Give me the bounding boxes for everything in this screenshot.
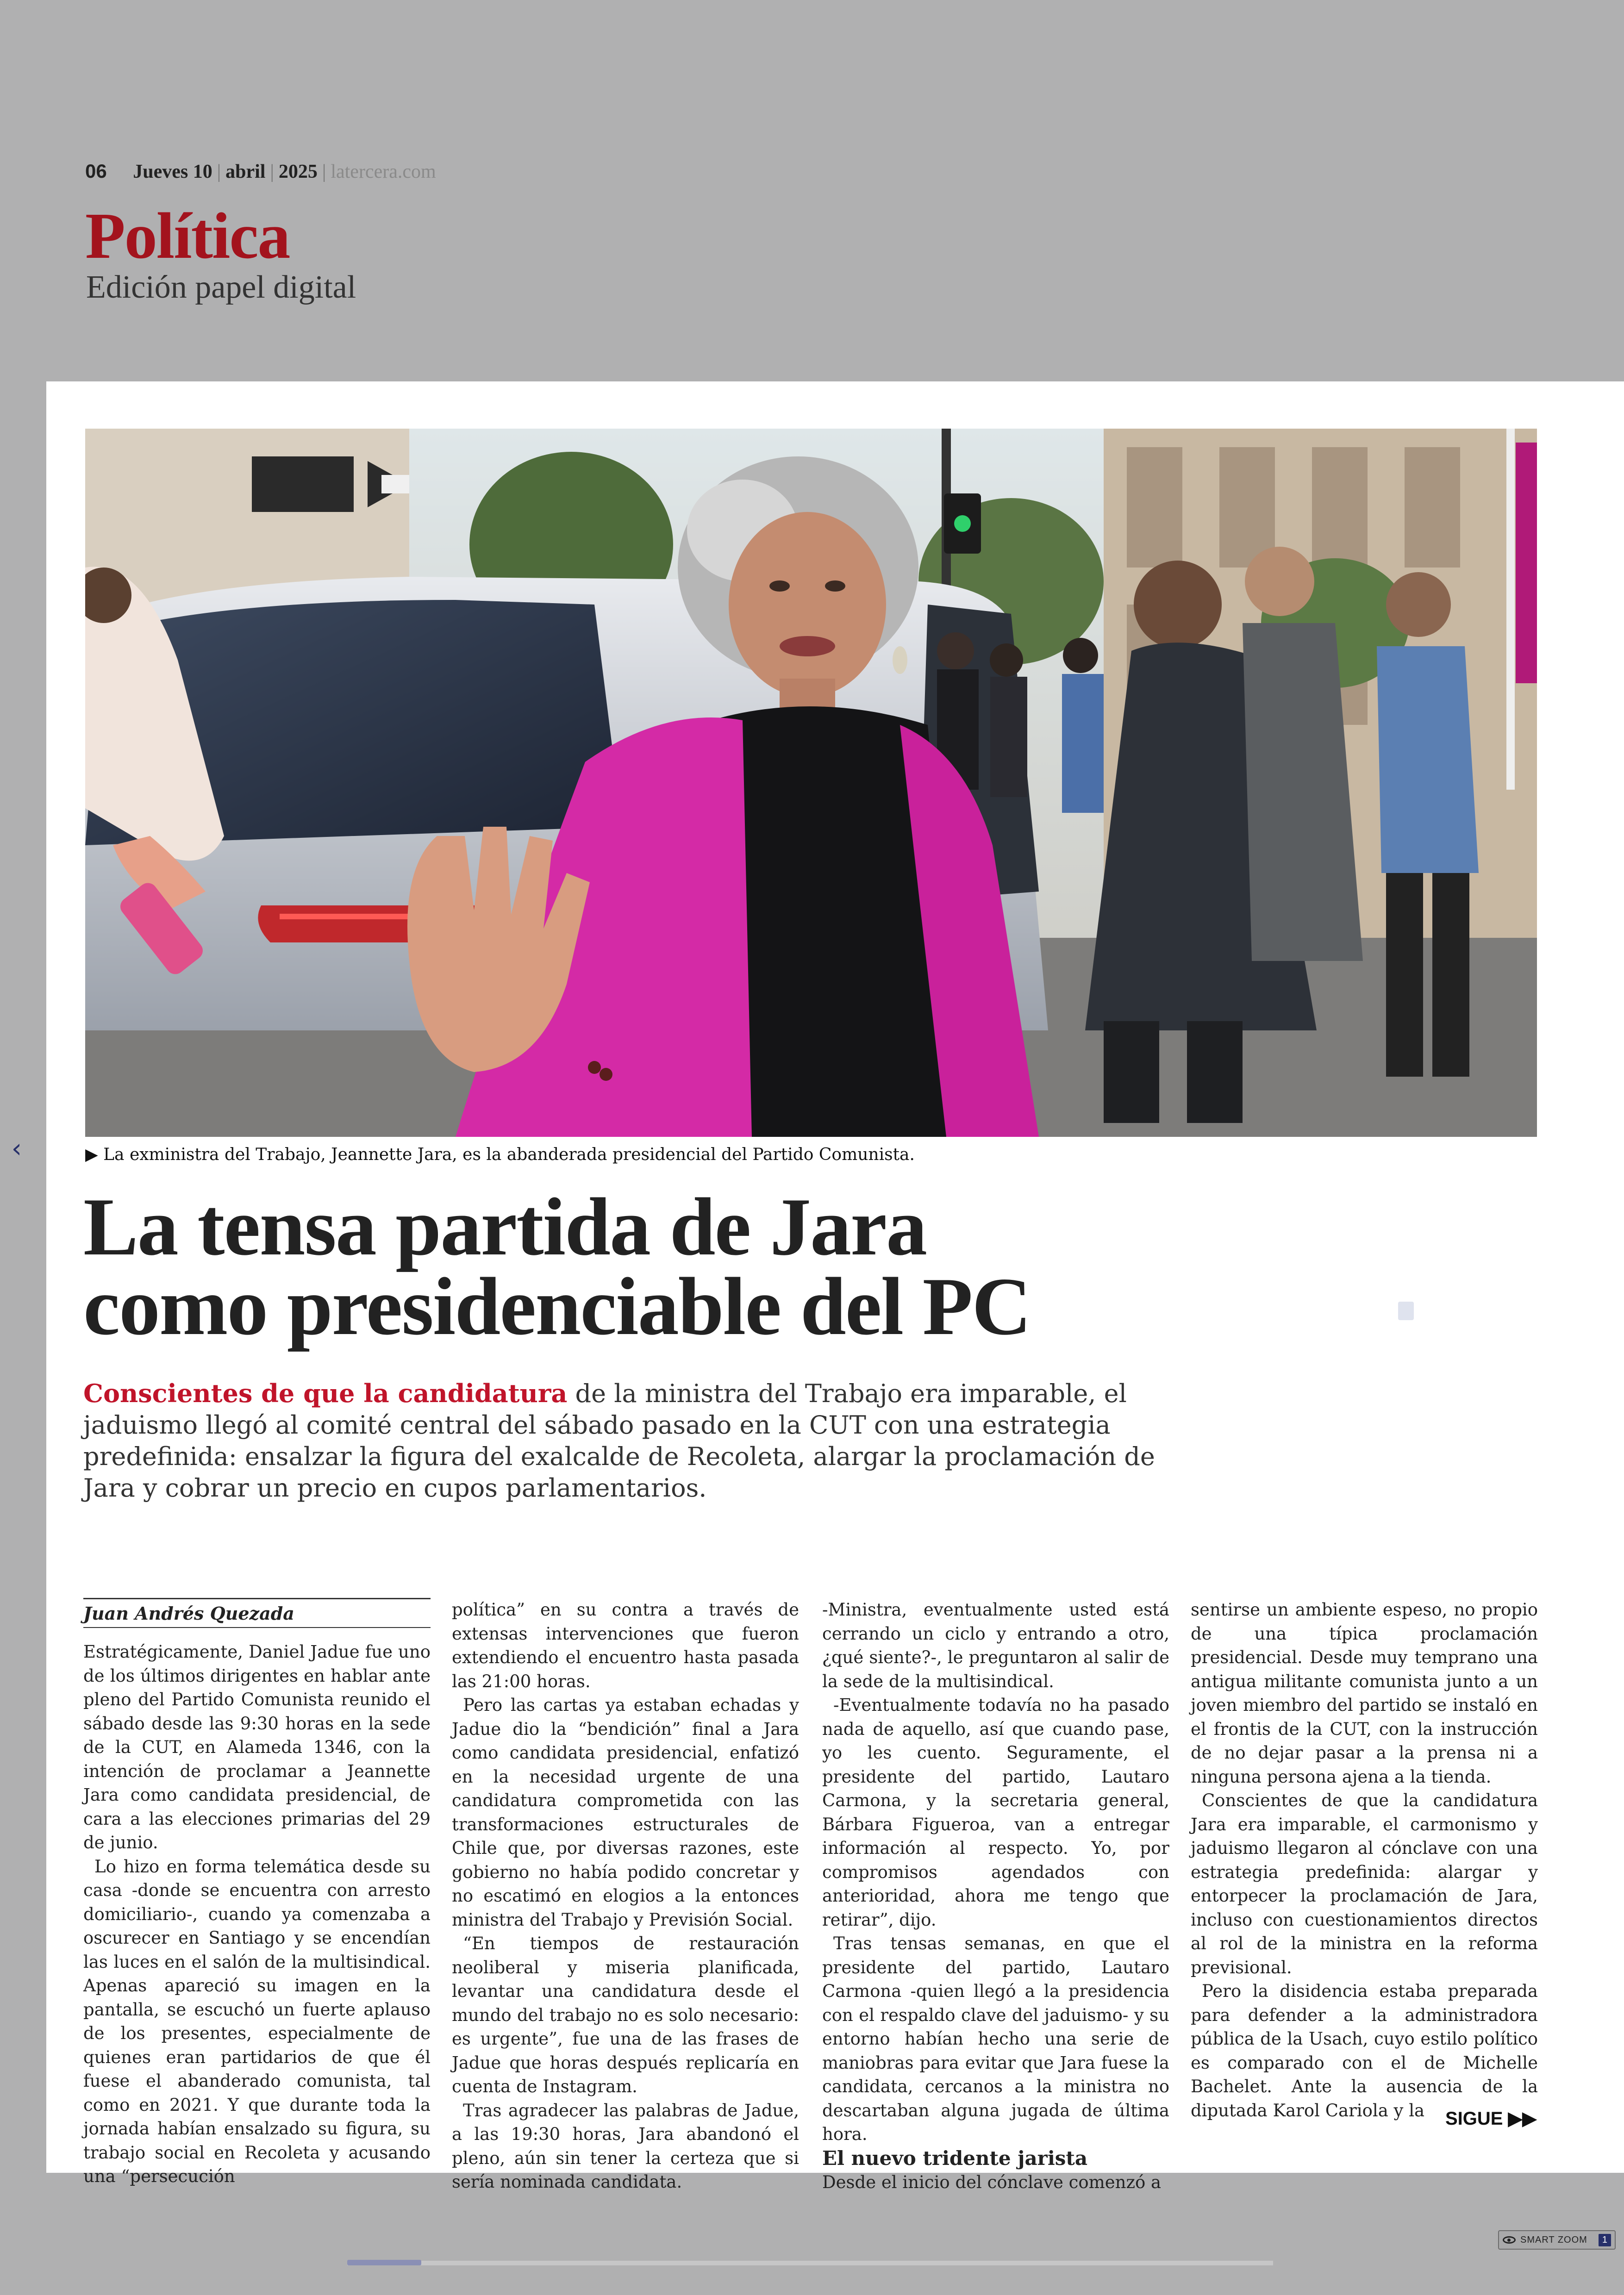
lede-kicker: Conscientes de que la candidatura [83,1378,568,1408]
body-paragraph: Tras tensas semanas, en que el presidente del partido, Lautaro Carmona -quien llegó a la presidencia con el respaldo clave del jaduismo- y su entorno habían hecho una serie de maniobras para evitar que Jara fuese la candidata, cercanos a la ministra no descartaban alguna jugada de última hora. [822,1933,1169,2144]
body-paragraph: política” en su contra a través de extensas intervenciones que fueron extendiendo el encuentro hasta pasada las 21:00 horas. [452,1600,799,1691]
body-column-1 [83,1598,431,2189]
body-paragraph: sentirse un ambiente espeso, no propio de una típica proclamación presidencial. Desde muy temprano una antigua militante comunista junto a un joven miembro del partido se instaló en el frontis de la CUT, con la instrucción de no dejar pasar a la prensa ni a ninguna persona ajena a la tienda. [1191,1600,1538,1787]
body-column-2 [452,1598,799,2194]
body-column-4 [1191,1598,1538,2122]
article-headline [83,1181,1241,1352]
body-paragraph: Estratégicamente, Daniel Jadue fue uno de los últimos dirigentes en hablar ante pleno del Partido Comunista reunido el sábado desde las 9:30 horas en la sede de la CUT, en Alameda 1346, con la intención de proclamar a Jeannette Jara como candidata presidencial, de cara a las elecciones primarias del 29 de junio. [83,1642,431,1852]
section-subtitle: Edición papel digital [86,269,356,305]
previous-page-icon[interactable]: ‹ [11,1134,22,1164]
page-number: 06 [85,160,107,182]
body-paragraph: Tras agradecer las palabras de Jadue, a las 19:30 horas, Jara abandonó el pleno, aún sin tener la certeza que si sería nominada candidata. [452,2100,799,2192]
body-paragraph: Pero las cartas ya estaban echadas y Jadue dio la “bendición” final a Jara como candidata presidencial, enfatizó en la necesidad urgente de una candidatura comprometida con las transformaciones estructurales de Chile que, por diversas razones, este gobierno no había podido concretar y no escatimó en elogios a la entonces ministra del Trabajo y Previsión Social. [452,1695,799,1930]
lede-text: de la ministra del Trabajo era imparable, el jaduismo llegó al comité central del sábado pasado en la CUT con una estrategia predefinida: ensalzar la figura del exalcalde de Recoleta, alargar la proclamación de Jara y cobrar un precio en cupos parlamentarios. [83,1379,1155,1503]
body-paragraph: Desde el inicio del cónclave comenzó a [822,2172,1162,2192]
date-day: Jueves 10 [133,161,212,182]
site-name: latercera.com [331,161,436,182]
section-subheading: El nuevo tridente jarista [822,2146,1088,2170]
body-column-3 [822,1598,1169,2194]
continue-label: SIGUE ▶▶ [1445,2108,1537,2129]
byline: Juan Andrés Quezada [83,1598,431,1628]
eye-icon [1503,2236,1516,2244]
date-year: 2025 [278,161,318,182]
smart-zoom-label: SMART ZOOM [1520,2234,1587,2245]
body-paragraph: Conscientes de que la candidatura Jara era imparable, el carmonismo y jaduismo llegaron al cónclave con una estrategia predefinida: alargar y entorpecer la proclamación de Jara, incluso con cuestionamientos directos al rol de la ministra en la reforma previsional. [1191,1790,1538,1977]
headline-line-1: La tensa partida de Jara [83,1181,926,1272]
date-month: abril [225,161,266,182]
body-paragraph: Lo hizo en forma telemática desde su casa -donde se encuentra con arresto domiciliario-, cuando ya comenzaba a oscurecer en Santiago y se encendían las luces en el salón de la multisindical. Apenas apareció su imagen en la pantalla, se escuchó un fuerte aplauso de los presentes, especialmente de quienes eran partidarios de que él fuese el abanderado comunista, tal como en 2021. Y que durante toda la jornada habían ensalzado su figura, su trabajo social en Recoleta y acusando una “persecución [83,1856,431,2186]
article-photo-illustration [85,429,1537,1137]
annotation-icon[interactable] [1398,1302,1414,1320]
section-title: Política [85,199,290,272]
headline-line-2: como presidenciable del PC [83,1260,1031,1352]
newspaper-page [46,381,1624,2192]
article-lede [83,1378,1167,1504]
smart-zoom-button[interactable] [1498,2230,1616,2250]
smart-zoom-badge: 1 [1599,2234,1611,2246]
body-paragraph: -Ministra, eventualmente usted está cerrando un ciclo y entrando a otro, ¿qué siente?-, le preguntaron al salir de la sede de la multisindical. [822,1600,1169,1691]
page-scroll-thumb[interactable] [347,2260,421,2265]
photo-caption: ▶ La exministra del Trabajo, Jeannette Jara, es la abanderada presidencial del Partido Comunista. [85,1145,915,1164]
page-scroll-track[interactable] [347,2261,1273,2265]
body-paragraph: “En tiempos de restauración neoliberal y miseria planificada, levantar una candidatura desde el mundo del trabajo no es solo necesario: es urgente”, fue una de las frases de Jadue que horas después replicaría en cuenta de Instagram. [452,1933,799,2096]
body-paragraph: Pero la disidencia estaba preparada para defender a la administradora pública de la Usach, cuyo estilo político es comparado con el de Michelle Bachelet. Ante la ausencia de la diputada Karol Cariola y la [1191,1981,1538,2120]
body-paragraph: -Eventualmente todavía no ha pasado nada de aquello, así que cuando pase, yo les cuento. Seguramente, el presidente del partido, Lautaro Carmona, y la secretaria general, Bárbara Figueroa, van a entregar información al respecto. Yo, por compromisos agendados con anterioridad, ahora me tengo que retirar”, dijo. [822,1695,1169,1930]
issue-dateline: 06 Jueves 10 | abril | 2025 | latercera.com [85,160,436,182]
article-photo [85,429,1537,1137]
